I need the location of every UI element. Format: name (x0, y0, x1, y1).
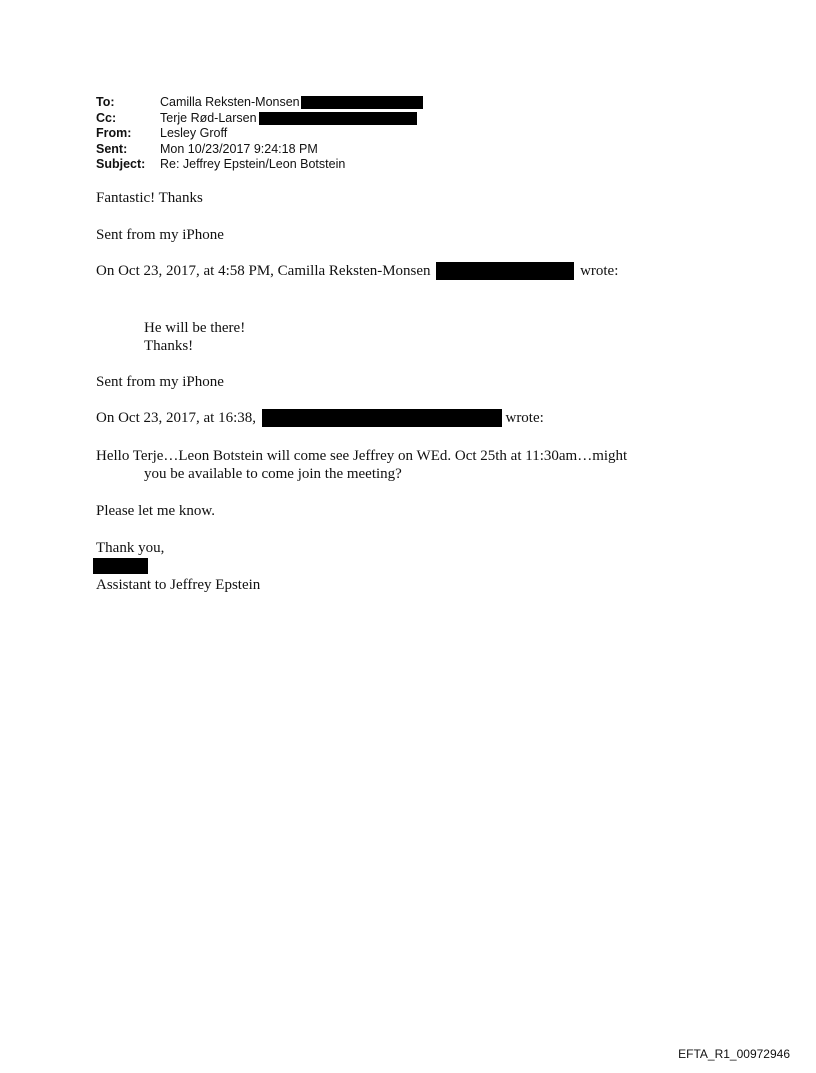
reply-text: Fantastic! Thanks (96, 190, 203, 206)
header-to-row (96, 95, 423, 111)
signature-line: Sent from my iPhone (96, 374, 224, 390)
signature-title: Assistant to Jeffrey Epstein (96, 577, 261, 593)
cc-name: Terje Rød-Larsen (160, 110, 257, 125)
quoted-line: He will be there! (144, 320, 246, 336)
to-name: Camilla Reksten-Monsen (160, 95, 300, 109)
redaction-block (436, 262, 574, 280)
cc-label: Cc: (96, 110, 117, 125)
from-value: Lesley Groff (160, 126, 228, 140)
quote-attribution-2 (96, 409, 544, 427)
cc-value (160, 111, 417, 127)
sent-label: Sent: (96, 141, 128, 156)
message-line: you be available to come join the meeting? (144, 466, 402, 482)
closing-line: Thank you, (96, 540, 165, 556)
email-header (96, 95, 423, 173)
quote-attribution-suffix: wrote: (505, 410, 544, 426)
header-from-row (96, 126, 423, 142)
subject-value: Re: Jeffrey Epstein/Leon Botstein (160, 157, 346, 171)
subject-label: Subject: (96, 157, 146, 171)
sent-value: Mon 10/23/2017 9:24:18 PM (160, 141, 318, 156)
header-cc-row (96, 111, 423, 127)
to-label: To: (96, 95, 115, 109)
quoted-line: Thanks! (144, 338, 194, 354)
header-subject-row (96, 157, 423, 173)
header-sent-row (96, 142, 423, 158)
quote-attribution-suffix: wrote: (580, 263, 619, 279)
quote-attribution-prefix: On Oct 23, 2017, at 4:58 PM, Camilla Reksten-Monsen (96, 263, 431, 279)
redaction-block (93, 558, 148, 574)
message-line: Please let me know. (96, 503, 215, 519)
quote-attribution-1 (96, 262, 618, 280)
redaction-block (301, 96, 423, 109)
from-label: From: (96, 126, 132, 140)
redaction-block (259, 112, 417, 125)
redaction-block (262, 409, 502, 427)
document-id: EFTA_R1_00972946 (678, 1047, 790, 1061)
to-value (160, 95, 423, 111)
message-line: Hello Terje…Leon Botstein will come see Jeffrey on WEd. Oct 25th at 11:30am…might (96, 448, 628, 464)
quote-attribution-prefix: On Oct 23, 2017, at 16:38, (96, 410, 256, 426)
signature-line: Sent from my iPhone (96, 227, 224, 243)
